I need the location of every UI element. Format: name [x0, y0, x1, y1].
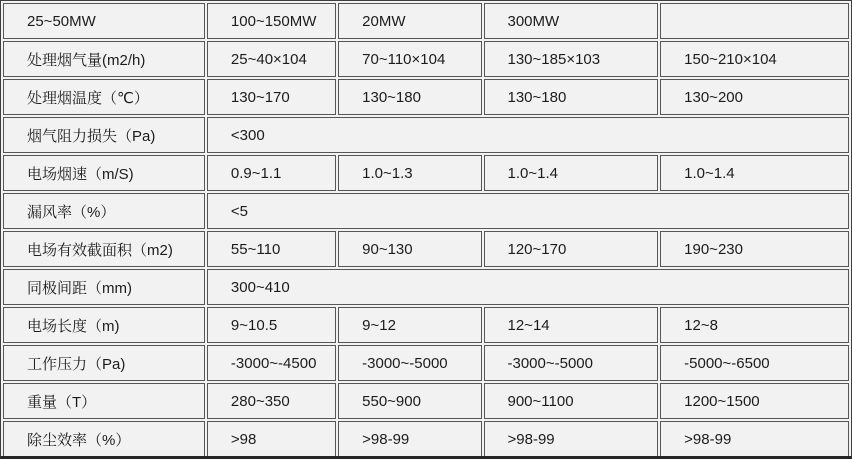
row-label-cell: 电场有效截面积（m2) [3, 231, 205, 267]
row-label-cell: 工作压力（Pa) [3, 345, 205, 381]
table-cell: 130~180 [484, 79, 659, 115]
table-cell: >98-99 [338, 421, 481, 457]
table-header-row [3, 3, 849, 39]
table-cell: 120~170 [484, 231, 659, 267]
row-label-cell: 除尘效率（%） [3, 421, 205, 457]
table-cell: 9~10.5 [207, 307, 336, 343]
table-cell: 90~130 [338, 231, 481, 267]
header-cell-capacity-20mw: 20MW [338, 3, 481, 39]
row-label-cell: 重量（T） [3, 383, 205, 419]
table-cell: 130~180 [338, 79, 481, 115]
table-cell: 1.0~1.4 [484, 155, 659, 191]
table-row-dust-removal-efficiency [3, 421, 849, 457]
table-cell: >98-99 [484, 421, 659, 457]
table-cell: 900~1100 [484, 383, 659, 419]
table-cell: 1.0~1.3 [338, 155, 481, 191]
header-cell-empty [660, 3, 849, 39]
table-cell-merged: <5 [207, 193, 849, 229]
table-cell: 190~230 [660, 231, 849, 267]
header-cell-capacity-300mw: 300MW [484, 3, 659, 39]
table-cell: -3000~-5000 [338, 345, 481, 381]
table-cell: 55~110 [207, 231, 336, 267]
header-cell-capacity-100-150mw: 100~150MW [207, 3, 336, 39]
table-cell: 130~185×103 [484, 41, 659, 77]
row-label-cell: 处理烟气量(m2/h) [3, 41, 205, 77]
table-cell: 9~12 [338, 307, 481, 343]
table-cell: -5000~-6500 [660, 345, 849, 381]
table-row-weight [3, 383, 849, 419]
table-cell: 130~170 [207, 79, 336, 115]
table-row-electrode-spacing [3, 269, 849, 305]
table-cell: 1.0~1.4 [660, 155, 849, 191]
row-label-cell: 烟气阻力损失（Pa) [3, 117, 205, 153]
table-row-field-length [3, 307, 849, 343]
table-cell: -3000~-5000 [484, 345, 659, 381]
table-cell: 150~210×104 [660, 41, 849, 77]
table-cell: >98 [207, 421, 336, 457]
table-row-resistance-loss [3, 117, 849, 153]
table-cell: >98-99 [660, 421, 849, 457]
table-cell: 25~40×104 [207, 41, 336, 77]
table-cell-merged: <300 [207, 117, 849, 153]
row-label-cell: 处理烟温度（℃） [3, 79, 205, 115]
row-label-cell: 漏风率（%） [3, 193, 205, 229]
table-cell: 0.9~1.1 [207, 155, 336, 191]
table-cell: 280~350 [207, 383, 336, 419]
table-row-working-pressure [3, 345, 849, 381]
table-row-field-gas-velocity [3, 155, 849, 191]
row-label-cell: 同极间距（mm) [3, 269, 205, 305]
table-cell: 550~900 [338, 383, 481, 419]
table-row-gas-temperature [3, 79, 849, 115]
header-cell-capacity-25-50mw: 25~50MW [3, 3, 205, 39]
table-cell: 70~110×104 [338, 41, 481, 77]
table-cell: -3000~-4500 [207, 345, 336, 381]
spec-table [1, 1, 851, 459]
row-label-cell: 电场长度（m) [3, 307, 205, 343]
table-row-gas-volume [3, 41, 849, 77]
table-cell-merged: 300~410 [207, 269, 849, 305]
table-row-effective-cross-section [3, 231, 849, 267]
table-cell: 130~200 [660, 79, 849, 115]
row-label-cell: 电场烟速（m/S) [3, 155, 205, 191]
table-cell: 12~8 [660, 307, 849, 343]
table-cell: 12~14 [484, 307, 659, 343]
table-row-air-leakage-rate [3, 193, 849, 229]
table-cell: 1200~1500 [660, 383, 849, 419]
